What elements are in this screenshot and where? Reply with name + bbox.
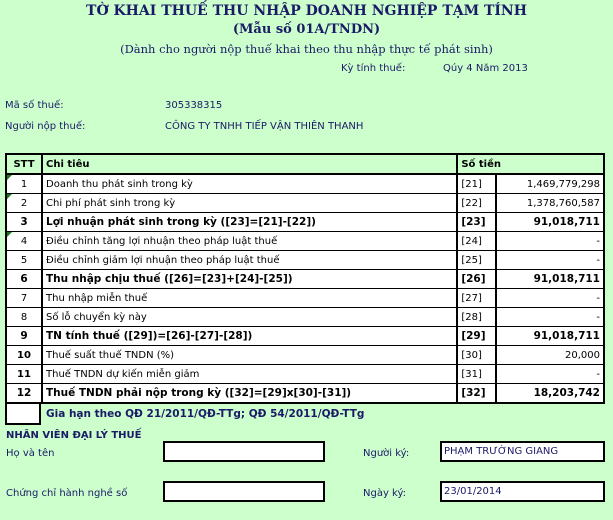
tax-table (5, 153, 605, 404)
cell-comment-marker-icon (7, 232, 12, 237)
row-value[interactable]: 91,018,711 (496, 213, 604, 232)
row-stt: 1 (20, 178, 28, 190)
row-value[interactable]: 20,000 (496, 346, 604, 365)
row-value[interactable]: - (496, 308, 604, 327)
row-code: [24] (457, 232, 496, 251)
row-value[interactable]: - (496, 232, 604, 251)
cell-comment-marker-icon (7, 175, 12, 180)
period-label: Kỳ tính thuế: (341, 63, 406, 74)
row-value[interactable]: - (496, 289, 604, 308)
row-stt: 4 (20, 235, 28, 247)
row-code: [30] (457, 346, 496, 365)
table-row (6, 346, 604, 365)
row-code: [28] (457, 308, 496, 327)
sign-date-field[interactable]: 23/01/2014 (440, 481, 605, 502)
row-stt: 5 (6, 251, 42, 270)
table-row (6, 327, 604, 346)
table-row (6, 213, 604, 232)
row-value[interactable]: - (496, 251, 604, 270)
table-row (6, 384, 604, 404)
tax-code-label: Mã số thuế: (5, 100, 64, 111)
table-row (6, 270, 604, 289)
row-stt: 9 (6, 327, 42, 346)
row-stt: 10 (6, 346, 42, 365)
row-item[interactable]: Thu nhập chịu thuế ([26]=[23]+[24]-[25]) (42, 270, 457, 289)
row-value[interactable]: 91,018,711 (496, 327, 604, 346)
table-header-row (6, 154, 604, 174)
row-value[interactable]: 1,469,779,298 (496, 174, 604, 194)
row-item[interactable]: Điều chỉnh giảm lợi nhuận theo pháp luật thuế (42, 251, 457, 270)
cert-number-field[interactable] (163, 481, 325, 502)
row-stt: 12 (6, 384, 42, 404)
row-value[interactable]: 91,018,711 (496, 270, 604, 289)
header-amount: Số tiền (457, 154, 604, 174)
table-row (6, 251, 604, 270)
row-code: [27] (457, 289, 496, 308)
header-item: Chi tiêu (42, 154, 457, 174)
row-code: [25] (457, 251, 496, 270)
row-item[interactable]: Doanh thu phát sinh trong kỳ (42, 174, 457, 194)
extension-checkbox[interactable] (5, 404, 41, 425)
row-code: [26] (457, 270, 496, 289)
agent-name-label: Họ và tên (6, 448, 55, 459)
taxpayer-name-value[interactable]: CÔNG TY TNHH TIẾP VẬN THIÊN THANH (165, 121, 364, 132)
row-value[interactable]: 18,203,742 (496, 384, 604, 404)
row-stt: 2 (20, 197, 28, 209)
table-row (6, 194, 604, 213)
table-row (6, 232, 604, 251)
table-row (6, 289, 604, 308)
row-code: [23] (457, 213, 496, 232)
row-code: [21] (457, 174, 496, 194)
row-stt: 3 (6, 213, 42, 232)
row-item[interactable]: Thuế suất thuế TNDN (%) (42, 346, 457, 365)
row-code: [29] (457, 327, 496, 346)
table-row (6, 174, 604, 194)
form-subtitle: (Dành cho người nộp thuế khai theo thu nhập thực tế phát sinh) (120, 42, 493, 56)
sign-date-label: Ngày ký: (363, 488, 407, 499)
row-stt: 7 (6, 289, 42, 308)
form-title: TỜ KHAI THUẾ THU NHẬP DOANH NGHIỆP TẠM TÍNH (86, 3, 527, 19)
taxpayer-name-label: Người nộp thuế: (5, 121, 86, 132)
period-value[interactable]: Qúy 4 Năm 2013 (443, 63, 528, 74)
tax-code-value[interactable]: 305338315 (165, 100, 223, 111)
row-item[interactable]: Thu nhập miễn thuế (42, 289, 457, 308)
cert-number-label: Chứng chỉ hành nghề số (6, 488, 128, 499)
row-code: [22] (457, 194, 496, 213)
signer-label: Người ký: (363, 448, 410, 459)
extension-label: Gia hạn theo QĐ 21/2011/QĐ-TTg; QĐ 54/2011/QĐ-TTg (46, 408, 365, 420)
row-value[interactable]: 1,378,760,587 (496, 194, 604, 213)
row-code: [31] (457, 365, 496, 384)
signer-field[interactable]: PHẠM TRƯỜNG GIANG (440, 441, 605, 462)
cell-comment-marker-icon (7, 194, 12, 199)
row-item[interactable]: Điều chỉnh tăng lợi nhuận theo pháp luật thuế (42, 232, 457, 251)
header-stt: STT (6, 154, 42, 174)
table-row (6, 308, 604, 327)
row-item[interactable]: Thuế TNDN phải nộp trong kỳ ([32]=[29]x[30]-[31]) (42, 384, 457, 404)
row-stt: 8 (6, 308, 42, 327)
agent-name-field[interactable] (163, 441, 325, 462)
row-stt: 11 (6, 365, 42, 384)
row-item[interactable]: Chi phí phát sinh trong kỳ (42, 194, 457, 213)
row-value[interactable]: - (496, 365, 604, 384)
row-item[interactable]: Số lỗ chuyển kỳ này (42, 308, 457, 327)
row-code: [32] (457, 384, 496, 404)
form-code: (Mẫu số 01A/TNDN) (232, 22, 381, 37)
row-stt: 6 (6, 270, 42, 289)
table-row (6, 365, 604, 384)
row-item[interactable]: Thuế TNDN dự kiến miễn giảm (42, 365, 457, 384)
agent-section-title: NHÂN VIÊN ĐẠI LÝ THUẾ (6, 430, 142, 441)
row-item[interactable]: TN tính thuế ([29])=[26]-[27]-[28]) (42, 327, 457, 346)
row-item[interactable]: Lợi nhuận phát sinh trong kỳ ([23]=[21]-[22]) (42, 213, 457, 232)
